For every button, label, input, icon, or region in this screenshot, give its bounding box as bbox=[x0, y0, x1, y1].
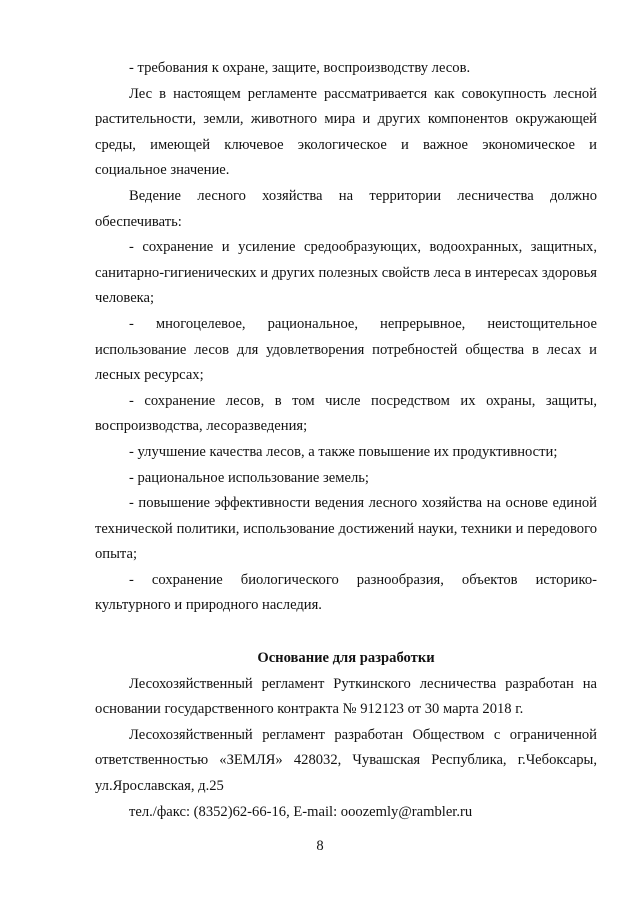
paragraph-requirements: - требования к охране, защите, воспроизводству лесов. bbox=[129, 60, 471, 76]
section-heading: Основание для разработки bbox=[257, 650, 435, 667]
paragraph-management-goals: Ведение лесного хозяйства на территории лесничества должно обеспечивать: bbox=[95, 187, 597, 230]
page-content bbox=[95, 56, 597, 825]
list-item-land-use: - рациональное использование земель; bbox=[129, 469, 369, 486]
list-item-efficiency: - повышение эффективности ведения лесного хозяйства на основе единой технической политики, использование достижений науки, техники и передового опыта; bbox=[95, 495, 597, 563]
list-item-environment-properties: - сохранение и усиление средообразующих, водоохранных, защитных, санитарно-гигиенических и других полезных свойств леса в интересах здоровья человека; bbox=[95, 239, 597, 307]
paragraph-contacts: тел./факс: (8352)62-66-16, E-mail: ooozemly@rambler.ru bbox=[129, 803, 473, 820]
list-item-forest-quality: - улучшение качества лесов, а также повышение их продуктивности; bbox=[129, 443, 558, 460]
list-item-multipurpose-use: - многоцелевое, рациональное, непрерывное, неистощительное использование лесов для удовлетворения потребностей общества в лесах и лесных ресурсах; bbox=[95, 315, 597, 384]
paragraph-contract-basis: Лесохозяйственный регламент Руткинского лесничества разработан на основании государственного контракта № 912123 от 30 марта 2018 г. bbox=[95, 675, 597, 718]
paragraph-forest-definition: Лес в настоящем регламенте рассматривается как совокупность лесной растительности, земли, животного мира и других компонентов окружающей среды, имеющей ключевое экологическое и важное экономическое и социальное значение. bbox=[95, 85, 597, 179]
list-item-forest-preservation: - сохранение лесов, в том числе посредством их охраны, защиты, воспроизводства, лесоразведения; bbox=[95, 392, 597, 435]
list-item-biodiversity: - сохранение биологического разнообразия, объектов историко-культурного и природного наследия. bbox=[95, 571, 597, 614]
page-number: 8 bbox=[316, 838, 324, 854]
paragraph-developer: Лесохозяйственный регламент разработан Обществом с ограниченной ответственностью «ЗЕМЛЯ» 428032, Чувашская Республика, г.Чебоксары, ул.Ярославская, д.25 bbox=[95, 726, 597, 795]
